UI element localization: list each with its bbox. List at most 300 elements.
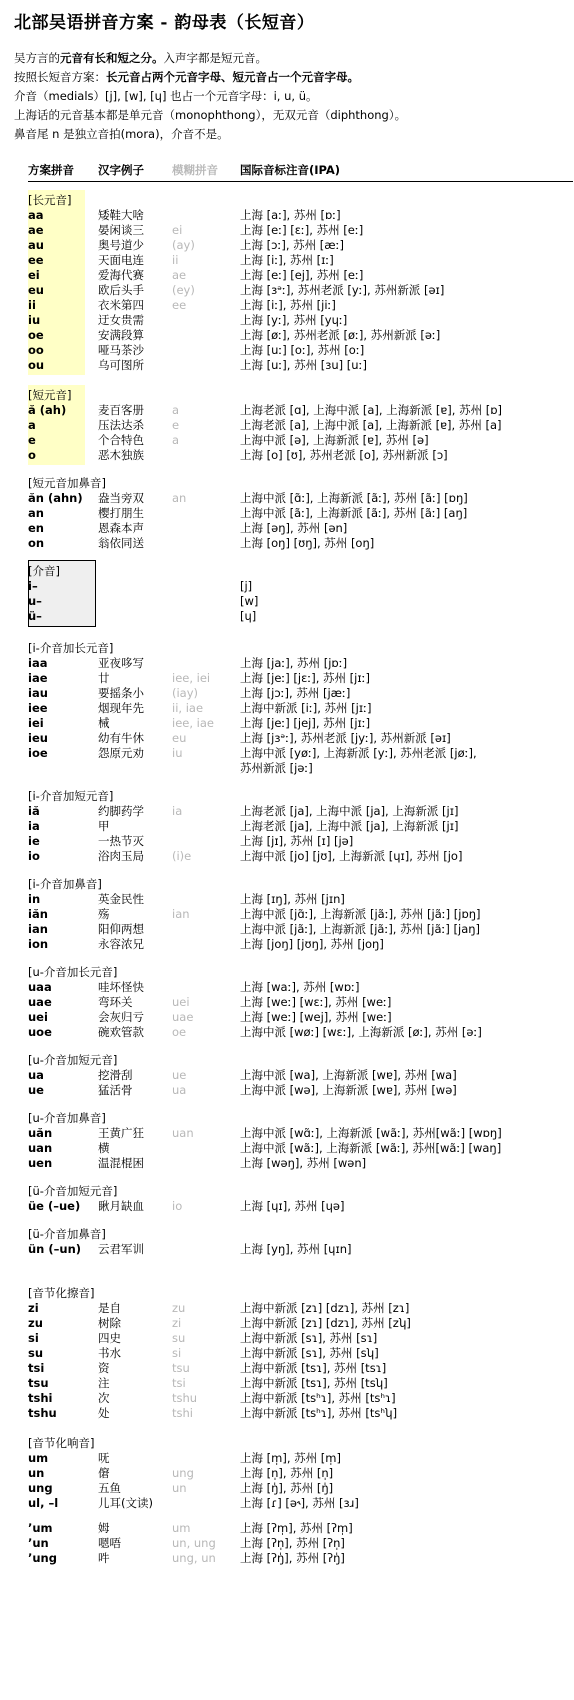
header-fuzzy: 模糊拼音: [172, 163, 218, 177]
cell-pinyin: ei: [28, 268, 40, 282]
table-row: [14, 298, 574, 313]
cell-pinyin: zi: [28, 1301, 39, 1315]
cell-fuzzy: un: [172, 1481, 187, 1495]
cell-hanzi: 嗯唔: [98, 1536, 121, 1550]
cell-pinyin: zu: [28, 1316, 43, 1330]
cell-pinyin: eu: [28, 283, 44, 297]
table-row: [14, 1083, 574, 1098]
cell-ipa: 上海 [waː], 苏州 [wɒː]: [240, 980, 360, 994]
cell-hanzi: 烟现年先: [98, 701, 144, 715]
cell-ipa: 上海 [n̩], 苏州 [n̩]: [240, 1466, 334, 1480]
cell-hanzi: 英金民性: [98, 892, 144, 906]
cell-pinyin: o: [28, 448, 36, 462]
cell-pinyin: a: [28, 418, 36, 432]
section: [14, 788, 574, 864]
cell-hanzi: 安满段算: [98, 328, 144, 342]
cell-hanzi: 永容浓兄: [98, 937, 144, 951]
finals-table: [14, 192, 574, 1566]
cell-pinyin: tshi: [28, 1391, 53, 1405]
cell-pinyin: io: [28, 849, 40, 863]
table-row: [14, 1536, 574, 1551]
table-row: [14, 403, 574, 418]
cell-fuzzy: ung, un: [172, 1551, 216, 1565]
section: [14, 387, 574, 463]
cell-hanzi: 挖滑刮: [98, 1068, 133, 1082]
cell-ipa: 上海 [jɜᵊː], 苏州老派 [jyː], 苏州新派 [əɪ]: [240, 731, 451, 745]
cell-hanzi: 奥号道少: [98, 238, 144, 252]
cell-pinyin: ue: [28, 1083, 44, 1097]
section-title: [长元音]: [28, 193, 72, 207]
cell-pinyin: iei: [28, 716, 44, 730]
cell-hanzi: 阳仰两想: [98, 922, 144, 936]
cell-ipa: 上海中新派 [zɿ] [dzɿ], 苏州 [zʮ]: [240, 1316, 411, 1330]
cell-ipa: 上海中派 [wãː], 上海新派 [wãː], 苏州[wãː] [waŋ]: [240, 1141, 502, 1155]
cell-pinyin: oo: [28, 343, 44, 357]
cell-fuzzy: an: [172, 491, 187, 505]
table-row: [14, 834, 574, 849]
cell-pinyin: ul, –l: [28, 1496, 59, 1510]
section-title: [i-介音加长元音]: [28, 641, 114, 655]
table-row: [14, 238, 574, 253]
table-row: [14, 849, 574, 864]
cell-pinyin: ioe: [28, 746, 48, 760]
table-row: [14, 701, 574, 716]
cell-fuzzy: ii: [172, 253, 179, 267]
cell-fuzzy: ii, iae: [172, 701, 204, 715]
cell-pinyin: on: [28, 536, 45, 550]
cell-ipa: 上海中派 [wə], 上海新派 [wɐ], 苏州 [wə]: [240, 1083, 457, 1097]
cell-ipa: 上海中新派 [sɿ], 苏州 [sʮ]: [240, 1346, 379, 1360]
cell-fuzzy: ua: [172, 1083, 187, 1097]
cell-ipa: 上海中新派 [iː], 苏州 [jɪː]: [240, 701, 372, 715]
cell-pinyin: un: [28, 1466, 45, 1480]
cell-hanzi: 资: [98, 1361, 110, 1375]
table-row: [14, 1481, 574, 1496]
table-row: [14, 995, 574, 1010]
table-row: [14, 433, 574, 448]
cell-fuzzy: iu: [172, 746, 183, 760]
cell-pinyin: iă: [28, 804, 40, 818]
cell-ipa: 上海 [uː], 苏州 [ɜu] [uː]: [240, 358, 367, 372]
cell-fuzzy: uei: [172, 995, 190, 1009]
cell-hanzi: 怨原元劝: [98, 746, 144, 760]
cell-ipa: 上海 [iː], 苏州 [ɪː]: [240, 253, 334, 267]
cell-pinyin: iăn: [28, 907, 48, 921]
cell-pinyin: ung: [28, 1481, 53, 1495]
cell-ipa: 上海中新派 [zɿ] [dzɿ], 苏州 [zɿ]: [240, 1301, 410, 1315]
section: [14, 640, 574, 776]
cell-pinyin: uăn: [28, 1126, 53, 1140]
cell-hanzi: 四史: [98, 1331, 121, 1345]
header-rule: [28, 181, 573, 182]
section: [14, 563, 574, 624]
cell-hanzi: 欧后头手: [98, 283, 144, 297]
intro-line: [14, 68, 574, 87]
cell-fuzzy: ei: [172, 223, 183, 237]
cell-fuzzy: a: [172, 433, 180, 447]
cell-hanzi: 会灰归亏: [98, 1010, 144, 1024]
cell-hanzi: 云君军训: [98, 1242, 144, 1256]
cell-pinyin: ün (–un): [28, 1242, 82, 1256]
cell-ipa: 上海 [jeː] [jɛː], 苏州 [jɪː]: [240, 671, 370, 685]
section: [14, 1110, 574, 1171]
cell-ipa: 上海 [wəŋ], 苏州 [wən]: [240, 1156, 367, 1170]
cell-pinyin: iee: [28, 701, 48, 715]
table-row: [14, 1551, 574, 1566]
cell-pinyin: an: [28, 506, 44, 520]
cell-pinyin: ii: [28, 298, 36, 312]
cell-ipa: 上海 [o] [ʊ], 苏州老派 [o], 苏州新派 [ɔ]: [240, 448, 448, 462]
section: [14, 1183, 574, 1214]
cell-ipa: 上海 [ʔm̩], 苏州 [ʔm̩]: [240, 1521, 353, 1535]
cell-hanzi: 约脚药学: [98, 804, 144, 818]
intro-text: 吴方言的: [14, 51, 60, 65]
cell-ipa: 上海中新派 [tsɿ], 苏州 [tsɿ]: [240, 1361, 387, 1375]
section-title: [i-介音加鼻音]: [28, 877, 102, 891]
intro-emphasis: 长元音占两个元音字母、短元音占一个元音字母。: [106, 70, 359, 84]
cell-ipa: 上海中派 [wɑ̃ː], 上海新派 [wãː], 苏州[wãː] [wɒŋ]: [240, 1126, 502, 1140]
cell-ipa: 上海 [jɪ], 苏州 [ɪ] [jə]: [240, 834, 354, 848]
intro-text: 入声字都是短元音。: [163, 51, 267, 65]
cell-pinyin: iae: [28, 671, 48, 685]
table-row: [14, 506, 574, 521]
section-title: [u-介音加短元音]: [28, 1053, 118, 1067]
cell-ipa: 上海 [joŋ] [jʊŋ], 苏州 [joŋ]: [240, 937, 384, 951]
table-row: [14, 328, 574, 343]
page-title: 北部吴语拼音方案 - 韵母表（长短音）: [14, 13, 315, 33]
table-row: [14, 579, 574, 594]
cell-ipa: 上海 [eː] [ɛː], 苏州 [eː]: [240, 223, 364, 237]
cell-fuzzy: tshu: [172, 1391, 198, 1405]
table-row: [14, 1242, 574, 1257]
cell-hanzi: 一热节灭: [98, 834, 144, 848]
cell-fuzzy: tsi: [172, 1376, 186, 1390]
cell-ipa: 上海 [ʔŋ̍], 苏州 [ʔŋ̍]: [240, 1551, 345, 1565]
section-title: [音节化擦音]: [28, 1286, 95, 1300]
cell-ipa: 上海 [ɪŋ], 苏州 [jɪn]: [240, 892, 345, 906]
cell-fuzzy: un, ung: [172, 1536, 216, 1550]
cell-hanzi: 猛活骨: [98, 1083, 133, 1097]
section-title: [音节化响音]: [28, 1436, 95, 1450]
cell-fuzzy: eu: [172, 731, 187, 745]
cell-ipa: 上海 [ɜᵊː], 苏州老派 [yː], 苏州新派 [əɪ]: [240, 283, 445, 297]
cell-ipa: 苏州新派 [jəː]: [240, 761, 313, 775]
cell-hanzi: 矮鞋大啥: [98, 208, 144, 222]
cell-hanzi: 樱打朋生: [98, 506, 144, 520]
table-row: [14, 343, 574, 358]
cell-pinyin: tsu: [28, 1376, 49, 1390]
table-row: [14, 937, 574, 952]
cell-hanzi: 天面电连: [98, 253, 144, 267]
cell-hanzi: 书水: [98, 1346, 121, 1360]
header-hanzi: 汉字例子: [98, 163, 144, 177]
cell-ipa: [j]: [240, 579, 253, 593]
intro-line: [14, 87, 574, 106]
cell-hanzi: 弯环关: [98, 995, 133, 1009]
cell-ipa: 上海 [jaː], 苏州 [jɒː]: [240, 656, 348, 670]
table-row: [14, 892, 574, 907]
cell-fuzzy: zi: [172, 1316, 182, 1330]
cell-hanzi: 哑马茶沙: [98, 343, 144, 357]
cell-ipa: 上海中新派 [sɿ], 苏州 [sɿ]: [240, 1331, 378, 1345]
table-row: [14, 1156, 574, 1171]
cell-pinyin: e: [28, 433, 36, 447]
table-row: [14, 907, 574, 922]
table-row: [14, 686, 574, 701]
cell-pinyin: au: [28, 238, 44, 252]
cell-pinyin: üe (–ue): [28, 1199, 81, 1213]
cell-hanzi: 姆: [98, 1521, 110, 1535]
cell-hanzi: 处: [98, 1406, 110, 1420]
table-row: [14, 656, 574, 671]
cell-hanzi: 是自: [98, 1301, 121, 1315]
cell-ipa: 上海中派 [ɑ̃ː], 上海新派 [ãː], 苏州 [ãː] [ɒŋ]: [240, 491, 468, 505]
table-row: [14, 448, 574, 463]
section-title: [ü-介音加鼻音]: [28, 1227, 106, 1241]
cell-ipa: 上海 [jeː] [jej], 苏州 [jɪː]: [240, 716, 371, 730]
cell-pinyin: uoe: [28, 1025, 52, 1039]
cell-ipa: 上海 [weː] [wɛː], 苏州 [weː]: [240, 995, 392, 1009]
cell-hanzi: 瞅月缺血: [98, 1199, 144, 1213]
cell-fuzzy: ee: [172, 298, 187, 312]
cell-pinyin: ia: [28, 819, 40, 833]
table-row: [14, 671, 574, 686]
cell-ipa: 上海 [jɔː], 苏州 [jæː]: [240, 686, 351, 700]
cell-fuzzy: uae: [172, 1010, 194, 1024]
cell-hanzi: 盎当旁双: [98, 491, 144, 505]
cell-pinyin: aa: [28, 208, 44, 222]
cell-pinyin: iau: [28, 686, 48, 700]
cell-fuzzy: uan: [172, 1126, 194, 1140]
section-title: [i-介音加短元音]: [28, 789, 114, 803]
table-row: [14, 223, 574, 238]
cell-fuzzy: ung: [172, 1466, 194, 1480]
cell-hanzi: 晏闲谈三: [98, 223, 144, 237]
table-row: [14, 1301, 574, 1316]
cell-fuzzy: si: [172, 1346, 182, 1360]
cell-ipa: 上海 [ʔn̩], 苏州 [ʔn̩]: [240, 1536, 345, 1550]
section-title: [介音]: [28, 564, 60, 578]
cell-pinyin: oe: [28, 328, 44, 342]
table-row: [14, 418, 574, 433]
cell-fuzzy: iee, iae: [172, 716, 214, 730]
cell-hanzi: 压法达杀: [98, 418, 144, 432]
cell-hanzi: 廿: [98, 671, 110, 685]
cell-ipa: 上海 [iː], 苏州 [jiː]: [240, 298, 336, 312]
cell-hanzi: 恩森本声: [98, 521, 144, 535]
cell-ipa: 上海中派 [yøː], 上海新派 [yː], 苏州老派 [jøː],: [240, 746, 477, 760]
cell-ipa: 上海老派 [ɑ], 上海中派 [a], 上海新派 [ɐ], 苏州 [ɒ]: [240, 403, 502, 417]
table-row: [14, 746, 574, 761]
cell-fuzzy: ae: [172, 268, 187, 282]
table-row: [14, 1010, 574, 1025]
cell-ipa: [ɥ]: [240, 609, 257, 623]
cell-ipa: 上海中新派 [tsʰɿ], 苏州 [tsʰʮ]: [240, 1406, 398, 1420]
cell-ipa: 上海老派 [ja], 上海中派 [ja], 上海新派 [jɪ]: [240, 804, 459, 818]
cell-pinyin: ü–: [28, 609, 42, 623]
cell-hanzi: 要摇条小: [98, 686, 144, 700]
cell-pinyin: ee: [28, 253, 44, 267]
section: [14, 1052, 574, 1098]
cell-hanzi: 麦百客册: [98, 403, 144, 417]
intro-emphasis: 元音有长和短之分。: [60, 51, 164, 65]
table-row: [14, 804, 574, 819]
cell-pinyin: uaa: [28, 980, 52, 994]
table-row: [14, 283, 574, 298]
intro-line: [14, 125, 574, 144]
table-header: [14, 162, 574, 180]
cell-hanzi: 横: [98, 1141, 110, 1155]
cell-ipa: 上海老派 [ja], 上海中派 [ja], 上海新派 [jɪ]: [240, 819, 459, 833]
cell-fuzzy: su: [172, 1331, 186, 1345]
cell-hanzi: 翁依同送: [98, 536, 144, 550]
table-row: [14, 1496, 574, 1511]
header-ipa: 国际音标注音(IPA): [240, 163, 341, 177]
cell-pinyin: in: [28, 892, 41, 906]
intro-paragraph: [14, 49, 574, 144]
table-row: [14, 1199, 574, 1214]
table-row: [14, 521, 574, 536]
cell-pinyin: uen: [28, 1156, 53, 1170]
section-title: [u-介音加鼻音]: [28, 1111, 106, 1125]
table-row: [14, 1141, 574, 1156]
cell-ipa: 上海中派 [jãː], 上海新派 [jãː], 苏州 [jãː] [jaŋ]: [240, 922, 481, 936]
cell-hanzi: 恶木独族: [98, 448, 144, 462]
cell-pinyin: uan: [28, 1141, 53, 1155]
intro-line: [14, 49, 574, 68]
cell-hanzi: 甲: [98, 819, 110, 833]
table-row: [14, 1126, 574, 1141]
cell-pinyin: i–: [28, 579, 38, 593]
table-row: [14, 1376, 574, 1391]
cell-pinyin: ion: [28, 937, 49, 951]
cell-hanzi: 五鱼: [98, 1481, 121, 1495]
intro-text: 按照长短音方案：: [14, 70, 106, 84]
cell-pinyin: uae: [28, 995, 52, 1009]
cell-pinyin: iaa: [28, 656, 48, 670]
cell-hanzi: 哇坏怪快: [98, 980, 144, 994]
cell-pinyin: ʼum: [28, 1521, 53, 1535]
cell-pinyin: tsi: [28, 1361, 45, 1375]
table-row: [14, 1361, 574, 1376]
cell-hanzi: 乌可图所: [98, 358, 144, 372]
cell-fuzzy: ue: [172, 1068, 187, 1082]
cell-pinyin: iu: [28, 313, 41, 327]
cell-fuzzy: e: [172, 418, 180, 432]
cell-hanzi: 僒: [98, 1466, 110, 1480]
table-row: [14, 491, 574, 506]
table-row: [14, 731, 574, 746]
cell-ipa: 上海 [weː] [wej], 苏州 [weː]: [240, 1010, 392, 1024]
cell-hanzi: 呒: [98, 1451, 110, 1465]
intro-line: [14, 106, 574, 125]
cell-fuzzy: ian: [172, 907, 190, 921]
cell-pinyin: ă (ah): [28, 403, 67, 417]
cell-hanzi: 树除: [98, 1316, 121, 1330]
intro-text: 介音（medials）[j], [w], [ɥ] 也占一个元音字母：i, u, ü。: [14, 89, 318, 103]
cell-hanzi: 王黄广狂: [98, 1126, 144, 1140]
cell-pinyin: ae: [28, 223, 44, 237]
table-row: [14, 609, 574, 624]
cell-ipa: 上海 [m̩], 苏州 [m̩]: [240, 1451, 341, 1465]
cell-ipa: 上海中派 [wøː] [wɛː], 上海新派 [øː], 苏州 [əː]: [240, 1025, 482, 1039]
section-title: [ü-介音加短元音]: [28, 1184, 118, 1198]
table-row: [14, 1521, 574, 1536]
cell-pinyin: u–: [28, 594, 42, 608]
table-row: [14, 1346, 574, 1361]
cell-fuzzy: (ey): [172, 283, 195, 297]
cell-pinyin: si: [28, 1331, 39, 1345]
cell-pinyin: ou: [28, 358, 45, 372]
section: [14, 1285, 574, 1421]
cell-pinyin: ua: [28, 1068, 44, 1082]
cell-ipa: 上海中派 [ə], 上海新派 [ɐ], 苏州 [ə]: [240, 433, 429, 447]
cell-ipa: 上海 [oŋ] [ʊŋ], 苏州 [oŋ]: [240, 536, 375, 550]
cell-pinyin: ian: [28, 922, 48, 936]
cell-pinyin: ie: [28, 834, 40, 848]
table-row: [14, 1316, 574, 1331]
table-row: [14, 1068, 574, 1083]
cell-hanzi: 迂女贵需: [98, 313, 144, 327]
cell-ipa: 上海 [øː], 苏州老派 [øː], 苏州新派 [əː]: [240, 328, 441, 342]
cell-pinyin: en: [28, 521, 44, 535]
header-pinyin: 方案拼音: [28, 163, 74, 177]
cell-fuzzy: (i)e: [172, 849, 192, 863]
cell-fuzzy: io: [172, 1199, 183, 1213]
cell-fuzzy: (iay): [172, 686, 199, 700]
table-row: [14, 1451, 574, 1466]
cell-pinyin: ʼung: [28, 1551, 57, 1565]
table-row: [14, 1391, 574, 1406]
section: [14, 192, 574, 373]
table-row: [14, 1406, 574, 1421]
cell-ipa: 上海 [yŋ], 苏州 [ɥɪn]: [240, 1242, 352, 1256]
cell-pinyin: ăn (ahn): [28, 491, 83, 505]
table-row: [14, 358, 574, 373]
cell-fuzzy: a: [172, 403, 180, 417]
cell-hanzi: 械: [98, 716, 110, 730]
table-row: [14, 594, 574, 609]
cell-fuzzy: oe: [172, 1025, 187, 1039]
section-title: [短元音]: [28, 388, 72, 402]
cell-ipa: 上海中新派 [tsɿ], 苏州 [tsʮ]: [240, 1376, 388, 1390]
cell-fuzzy: (ay): [172, 238, 195, 252]
cell-pinyin: tshu: [28, 1406, 57, 1420]
cell-fuzzy: tshi: [172, 1406, 193, 1420]
section: [14, 1435, 574, 1566]
table-row: [14, 268, 574, 283]
cell-hanzi: 儿耳(文读): [98, 1496, 153, 1510]
section-title: [短元音加鼻音]: [28, 476, 106, 490]
table-row: [14, 536, 574, 551]
table-row: [14, 761, 574, 776]
cell-ipa: 上海中派 [jo] [jʊ], 上海新派 [ɥɪ], 苏州 [jo]: [240, 849, 463, 863]
cell-hanzi: 吽: [98, 1551, 110, 1565]
section: [14, 876, 574, 952]
cell-fuzzy: tsu: [172, 1361, 190, 1375]
cell-fuzzy: iee, iei: [172, 671, 211, 685]
table-row: [14, 1331, 574, 1346]
cell-fuzzy: um: [172, 1521, 191, 1535]
cell-pinyin: su: [28, 1346, 44, 1360]
cell-hanzi: 注: [98, 1376, 110, 1390]
table-row: [14, 819, 574, 834]
table-row: [14, 313, 574, 328]
cell-ipa: 上海中派 [wa], 上海新派 [wɐ], 苏州 [wa]: [240, 1068, 457, 1082]
section: [14, 964, 574, 1040]
cell-hanzi: 浴肉玉局: [98, 849, 144, 863]
cell-fuzzy: ia: [172, 804, 183, 818]
